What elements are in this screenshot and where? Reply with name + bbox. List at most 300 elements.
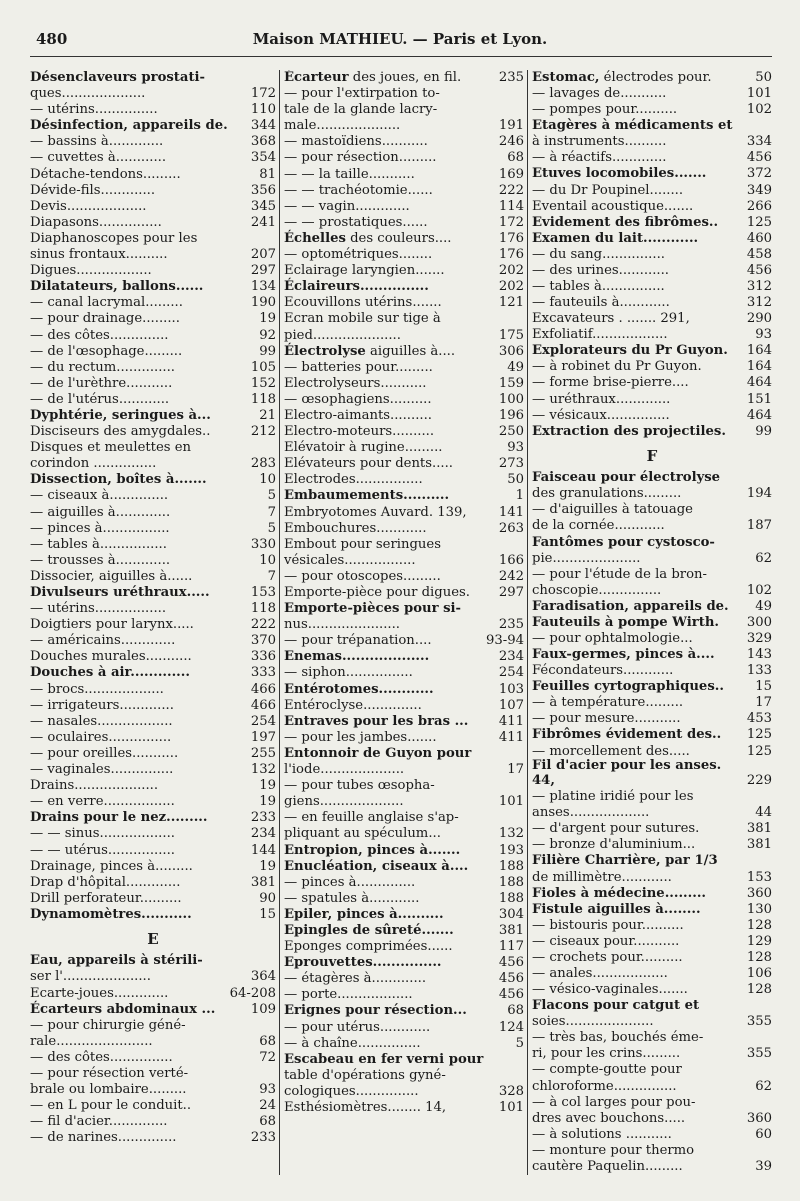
index-entry bbox=[532, 311, 772, 326]
entry-text: tale de la glande lacry- bbox=[284, 102, 438, 118]
index-entry bbox=[284, 408, 524, 423]
entry-page: 255 bbox=[250, 745, 276, 761]
entry-page: 132 bbox=[250, 762, 276, 778]
entry-page: 355 bbox=[746, 1014, 772, 1030]
index-entry bbox=[532, 279, 772, 294]
index-entry bbox=[30, 698, 276, 713]
index-entry bbox=[284, 665, 524, 680]
running-title: Maison MATHIEU. — Paris et Lyon. bbox=[252, 30, 548, 48]
entry-page: 68 bbox=[507, 1003, 524, 1019]
index-entry bbox=[30, 118, 276, 133]
index-entry bbox=[532, 392, 772, 407]
entry-page: 411 bbox=[498, 729, 524, 745]
index-entry bbox=[532, 408, 772, 423]
index-entry bbox=[284, 714, 524, 729]
index-entry bbox=[30, 440, 276, 455]
index-entry bbox=[30, 730, 276, 745]
index-entry bbox=[284, 102, 524, 117]
entry-page: 19 bbox=[259, 778, 276, 794]
entry-page: 456 bbox=[746, 262, 772, 278]
entry-text: Enucléation, ciseaux à.... bbox=[284, 858, 469, 874]
index-entry bbox=[284, 472, 524, 487]
entry-text: anses................... bbox=[532, 805, 650, 821]
entry-text: sinus frontaux.......... bbox=[30, 247, 168, 263]
entry-page: 266 bbox=[746, 198, 772, 214]
entry-text: — américains............. bbox=[30, 633, 176, 649]
entry-page: 132 bbox=[498, 826, 524, 842]
entry-text: Emporte-pièce pour digues. bbox=[284, 585, 470, 600]
entry-text: — pour résection......... bbox=[284, 150, 437, 166]
entry-text bbox=[284, 344, 496, 359]
index-entry bbox=[30, 585, 276, 600]
index-entry bbox=[284, 569, 524, 584]
entry-page: 250 bbox=[498, 424, 524, 440]
entry-text: — des côtes.............. bbox=[30, 327, 169, 343]
entry-text: — à col larges pour pou- bbox=[532, 1094, 696, 1110]
index-entry bbox=[30, 810, 276, 825]
index-entry bbox=[532, 424, 772, 439]
index-entry bbox=[284, 311, 524, 326]
entry-text: male.................... bbox=[284, 118, 401, 134]
entry-text: Evidement des fibrômes.. bbox=[532, 214, 719, 230]
index-entry bbox=[532, 295, 772, 310]
index-entry bbox=[284, 875, 524, 890]
index-entry bbox=[30, 167, 276, 182]
entry-text: rale....................... bbox=[30, 1033, 153, 1049]
entry-page: 263 bbox=[498, 520, 524, 536]
entry-text: Faisceau pour électrolyse bbox=[532, 470, 721, 486]
entry-text: Drap d'hôpital............. bbox=[30, 874, 181, 890]
index-entry bbox=[30, 134, 276, 149]
entry-text: Doigtiers pour larynx..... bbox=[30, 617, 194, 633]
index-entry bbox=[284, 1068, 524, 1083]
index-entry bbox=[532, 567, 772, 582]
entry-text: Eventail acoustique....... bbox=[532, 198, 694, 214]
index-entry bbox=[284, 150, 524, 165]
index-entry bbox=[532, 615, 772, 630]
entry-page: 328 bbox=[498, 1083, 524, 1099]
entry-text: Dynamomètres........... bbox=[30, 906, 192, 922]
entry-text: — porte.................. bbox=[284, 987, 413, 1003]
index-entry bbox=[532, 805, 772, 820]
index-entry bbox=[284, 617, 524, 632]
entry-page: 124 bbox=[498, 1019, 524, 1035]
index-entry bbox=[30, 537, 276, 552]
entry-page: 93-94 bbox=[485, 633, 524, 649]
entry-headword: Écarteur bbox=[284, 70, 349, 85]
entry-page: 345 bbox=[250, 198, 276, 214]
entry-page: 118 bbox=[250, 391, 276, 407]
entry-page: 172 bbox=[498, 214, 524, 230]
entry-page: 234 bbox=[498, 649, 524, 665]
index-entry bbox=[284, 907, 524, 922]
entry-page: 144 bbox=[250, 842, 276, 858]
index-entry bbox=[30, 150, 276, 165]
entry-page: 355 bbox=[746, 1046, 772, 1062]
entry-page: 356 bbox=[250, 182, 276, 198]
index-entry bbox=[30, 794, 276, 809]
entry-page: 273 bbox=[498, 456, 524, 472]
entry-page: 17 bbox=[755, 695, 772, 711]
index-entry bbox=[30, 183, 276, 198]
index-entry bbox=[284, 810, 524, 825]
entry-page: 456 bbox=[498, 971, 524, 987]
entry-page: 349 bbox=[746, 182, 772, 198]
entry-text: — de l'utérus............ bbox=[30, 391, 170, 407]
index-entry bbox=[30, 311, 276, 326]
index-entry bbox=[532, 1143, 772, 1158]
header-rule bbox=[30, 56, 772, 57]
entry-page: 312 bbox=[746, 295, 772, 311]
entry-text: pie..................... bbox=[532, 550, 641, 566]
entry-rest: électrodes pour. bbox=[599, 70, 712, 85]
entry-text: — aiguilles à............. bbox=[30, 504, 171, 520]
entry-page: 62 bbox=[755, 550, 772, 566]
entry-page: 456 bbox=[498, 955, 524, 971]
entry-text: — à chaîne............... bbox=[284, 1035, 421, 1051]
entry-text: Electro-moteurs.......... bbox=[284, 424, 435, 440]
index-entry bbox=[532, 902, 772, 917]
entry-page: 15 bbox=[259, 906, 276, 922]
index-entry bbox=[30, 456, 276, 471]
index-entry bbox=[532, 1127, 772, 1142]
entry-text: — des côtes............... bbox=[30, 1049, 173, 1065]
entry-text bbox=[532, 70, 747, 85]
entry-page: 121 bbox=[498, 295, 524, 311]
index-entry bbox=[284, 843, 524, 858]
entry-page: 90 bbox=[259, 890, 276, 906]
entry-text: Entraves pour les bras ... bbox=[284, 713, 469, 729]
index-entry bbox=[284, 488, 524, 503]
index-entry bbox=[284, 585, 524, 600]
entry-text: soies..................... bbox=[532, 1014, 654, 1030]
entry-text: Disques et meulettes en bbox=[30, 440, 192, 456]
index-entry bbox=[30, 231, 276, 246]
index-entry bbox=[284, 521, 524, 536]
index-entry bbox=[532, 470, 772, 485]
entry-page: 153 bbox=[250, 585, 276, 600]
index-entry bbox=[30, 488, 276, 503]
index-entry bbox=[284, 891, 524, 906]
entry-page: 114 bbox=[498, 198, 524, 214]
entry-text: — pour trépanation.... bbox=[284, 633, 432, 649]
entry-page: 152 bbox=[250, 375, 276, 391]
entry-page: 456 bbox=[746, 150, 772, 166]
entry-page: 129 bbox=[746, 933, 772, 949]
entry-text: Etuves locomobiles....... bbox=[532, 166, 707, 182]
index-entry bbox=[30, 969, 276, 984]
entry-text: — crochets pour.......... bbox=[532, 949, 683, 965]
index-entry bbox=[284, 440, 524, 455]
index-entry bbox=[284, 86, 524, 101]
index-entry bbox=[30, 1050, 276, 1065]
index-entry bbox=[30, 295, 276, 310]
entry-text: — — sinus.................. bbox=[30, 826, 175, 842]
index-entry bbox=[532, 998, 772, 1013]
entry-text: — du Dr Poupinel........ bbox=[532, 182, 684, 198]
index-entry bbox=[284, 1084, 524, 1099]
entry-text: Emporte-pièces pour si- bbox=[284, 601, 462, 617]
entry-text: ser l'..................... bbox=[30, 969, 151, 985]
entry-text: Douches murales........... bbox=[30, 649, 192, 665]
entry-text: — vésicaux............... bbox=[532, 407, 670, 423]
entry-text: — d'aiguilles à tatouage bbox=[532, 502, 693, 518]
entry-text: — pinces à................ bbox=[30, 520, 170, 536]
entry-text: — anales.................. bbox=[532, 965, 668, 981]
entry-page: 381 bbox=[746, 821, 772, 837]
entry-text bbox=[284, 70, 496, 85]
entry-text: Ecarte-joues............. bbox=[30, 985, 169, 1001]
index-column-1 bbox=[30, 70, 279, 1175]
entry-text: Drill perforateur.......... bbox=[30, 890, 182, 906]
entry-text: choscopie............... bbox=[532, 582, 662, 598]
entry-page: 188 bbox=[498, 890, 524, 906]
entry-text: Etagères à médicaments et bbox=[532, 118, 733, 134]
index-entry bbox=[532, 199, 772, 214]
entry-page: 329 bbox=[746, 630, 772, 646]
entry-text: Faradisation, appareils de. bbox=[532, 598, 729, 614]
entry-text: — — utérus................ bbox=[30, 842, 175, 858]
entry-text: — irrigateurs............. bbox=[30, 697, 174, 713]
entry-page: 99 bbox=[259, 343, 276, 359]
index-entry bbox=[30, 1114, 276, 1129]
entry-page: 134 bbox=[250, 279, 276, 295]
entry-page: 246 bbox=[498, 134, 524, 150]
entry-text: Écarteurs abdominaux ... bbox=[30, 1001, 216, 1017]
entry-text: Dévide-fils............. bbox=[30, 182, 156, 198]
entry-page: 159 bbox=[498, 375, 524, 391]
index-entry bbox=[532, 918, 772, 933]
index-entry bbox=[30, 826, 276, 841]
entry-page: 235 bbox=[498, 617, 524, 633]
entry-page: 103 bbox=[498, 681, 524, 697]
entry-page: 7 bbox=[267, 504, 276, 520]
index-entry bbox=[30, 843, 276, 858]
index-entry bbox=[284, 199, 524, 214]
entry-text: — vaginales............... bbox=[30, 762, 174, 778]
entry-text: — brocs................... bbox=[30, 681, 164, 697]
index-entry bbox=[532, 535, 772, 550]
index-entry bbox=[30, 907, 276, 922]
entry-rest: des joues, en fil. bbox=[348, 70, 462, 85]
entry-page: 334 bbox=[746, 134, 772, 150]
index-entry bbox=[30, 360, 276, 375]
index-entry bbox=[284, 1100, 524, 1115]
index-entry bbox=[30, 472, 276, 487]
entry-text: — à robinet du Pr Guyon. bbox=[532, 359, 702, 375]
entry-page: 106 bbox=[746, 965, 772, 981]
entry-text: — des urines............ bbox=[532, 262, 669, 278]
index-entry bbox=[30, 633, 276, 648]
entry-text: Ecran mobile sur tige à bbox=[284, 311, 441, 327]
index-entry bbox=[30, 247, 276, 262]
entry-text: giens.................... bbox=[284, 794, 404, 810]
entry-text: — étagères à............. bbox=[284, 971, 427, 987]
entry-page: 466 bbox=[250, 697, 276, 713]
index-entry bbox=[532, 1030, 772, 1045]
index-entry bbox=[284, 537, 524, 552]
entry-text: — pour les jambes....... bbox=[284, 729, 437, 745]
entry-page: 290 bbox=[746, 311, 772, 327]
entry-page: 92 bbox=[259, 327, 276, 343]
index-entry bbox=[532, 853, 772, 868]
entry-text: — utérins............... bbox=[30, 102, 158, 118]
index-entry bbox=[30, 1130, 276, 1145]
index-entry bbox=[284, 183, 524, 198]
index-entry bbox=[30, 1018, 276, 1033]
index-entry bbox=[284, 456, 524, 471]
entry-page: 190 bbox=[250, 295, 276, 311]
entry-page: 460 bbox=[746, 230, 772, 246]
entry-text: — pour résection verté- bbox=[30, 1066, 189, 1082]
index-entry bbox=[532, 679, 772, 694]
index-entry bbox=[284, 923, 524, 938]
index-entry bbox=[284, 633, 524, 648]
index-entry bbox=[284, 746, 524, 761]
index-entry bbox=[532, 150, 772, 165]
entry-text: Flacons pour catgut et bbox=[532, 998, 700, 1014]
entry-text: — pour mesure........... bbox=[532, 711, 681, 727]
entry-text: — de narines.............. bbox=[30, 1130, 177, 1146]
index-entry bbox=[30, 408, 276, 423]
entry-text: Fioles à médecine......... bbox=[532, 885, 707, 901]
index-entry bbox=[30, 601, 276, 616]
index-entry bbox=[30, 505, 276, 520]
entry-page: 456 bbox=[498, 987, 524, 1003]
entry-text: — oculaires............... bbox=[30, 729, 172, 745]
index-entry bbox=[532, 327, 772, 342]
entry-text: Esthésiomètres........ 14, bbox=[284, 1100, 447, 1115]
entry-text: Divulseurs uréthraux..... bbox=[30, 585, 210, 600]
index-column-3 bbox=[527, 70, 772, 1175]
index-entry bbox=[30, 762, 276, 777]
index-entry bbox=[532, 231, 772, 246]
index-entry bbox=[30, 521, 276, 536]
entry-page: 312 bbox=[746, 279, 772, 294]
entry-page: 197 bbox=[250, 729, 276, 745]
entry-text: Entropion, pinces à....... bbox=[284, 842, 461, 858]
entry-text: Epingles de sûreté....... bbox=[284, 922, 454, 938]
index-entry bbox=[284, 215, 524, 230]
index-entry bbox=[284, 762, 524, 777]
index-entry bbox=[532, 166, 772, 181]
index-entry bbox=[284, 1052, 524, 1067]
entry-text: Disciseurs des amygdales.. bbox=[30, 424, 211, 440]
entry-text: — — la taille........... bbox=[284, 166, 415, 182]
index-entry bbox=[30, 714, 276, 729]
index-entry bbox=[284, 263, 524, 278]
entry-text: — ciseaux à.............. bbox=[30, 488, 169, 504]
index-entry bbox=[532, 966, 772, 981]
entry-page: 242 bbox=[498, 568, 524, 584]
entry-text: — nasales.................. bbox=[30, 713, 173, 729]
entry-text: Embout pour seringues bbox=[284, 536, 441, 552]
entry-text: brale ou lombaire......... bbox=[30, 1082, 187, 1098]
entry-page: 187 bbox=[746, 518, 772, 534]
entry-text: — trousses à............. bbox=[30, 552, 171, 568]
entry-page: 453 bbox=[746, 711, 772, 727]
entry-page: 235 bbox=[498, 70, 524, 85]
entry-text: Eclairage laryngien....... bbox=[284, 263, 445, 279]
entry-text: de la cornée............ bbox=[532, 518, 665, 534]
entry-text: Explorateurs du Pr Guyon. bbox=[532, 343, 728, 359]
index-entry bbox=[284, 971, 524, 986]
entry-text: Éclaireurs............... bbox=[284, 279, 429, 295]
entry-text: — — trachéotomie...... bbox=[284, 182, 433, 198]
entry-page: 411 bbox=[498, 713, 524, 729]
entry-page: 109 bbox=[250, 1001, 276, 1017]
index-entry bbox=[284, 70, 524, 85]
entry-page: 10 bbox=[259, 552, 276, 568]
entry-page: 60 bbox=[755, 1126, 772, 1142]
entry-text: Fécondateurs............ bbox=[532, 663, 674, 679]
index-entry bbox=[532, 215, 772, 230]
entry-page: 15 bbox=[755, 679, 772, 695]
index-entry bbox=[284, 730, 524, 745]
index-entry bbox=[30, 328, 276, 343]
index-entry bbox=[532, 486, 772, 501]
index-entry bbox=[284, 247, 524, 262]
entry-text: — du rectum.............. bbox=[30, 359, 175, 375]
entry-page: 117 bbox=[498, 939, 524, 955]
entry-text: — fauteuils à............ bbox=[532, 295, 670, 311]
index-entry bbox=[284, 939, 524, 954]
index-entry bbox=[30, 1002, 276, 1017]
entry-page: 19 bbox=[259, 794, 276, 810]
index-entry bbox=[532, 647, 772, 662]
entry-text: — pour oreilles........... bbox=[30, 745, 179, 761]
entry-text: — uréthraux............. bbox=[532, 391, 671, 407]
entry-text: — du sang............... bbox=[532, 246, 665, 262]
index-entry bbox=[30, 392, 276, 407]
index-entry bbox=[532, 870, 772, 885]
index-entry bbox=[30, 1082, 276, 1097]
entry-text: vésicales................. bbox=[284, 552, 416, 568]
index-entry bbox=[532, 551, 772, 566]
index-entry bbox=[284, 1020, 524, 1035]
entry-text: à instruments.......... bbox=[532, 134, 667, 150]
entry-text: Eprouvettes............... bbox=[284, 955, 442, 971]
entry-text: — en verre................. bbox=[30, 794, 175, 810]
entry-text: — spatules à............ bbox=[284, 890, 420, 906]
entry-text: — optométriques........ bbox=[284, 247, 433, 263]
entry-text: Eau, appareils à stérili- bbox=[30, 953, 203, 969]
entry-page: 188 bbox=[498, 874, 524, 890]
entry-text: — siphon................ bbox=[284, 665, 413, 681]
index-entry bbox=[30, 953, 276, 968]
entry-text: — mastoïdiens........... bbox=[284, 134, 428, 150]
entry-text: — utérins................. bbox=[30, 601, 167, 617]
entry-page: 297 bbox=[498, 585, 524, 600]
entry-page: 176 bbox=[498, 230, 524, 246]
entry-text: — en L pour le conduit.. bbox=[30, 1098, 192, 1114]
entry-page: 304 bbox=[498, 906, 524, 922]
entry-page: 105 bbox=[250, 359, 276, 375]
index-entry bbox=[284, 1003, 524, 1018]
index-entry bbox=[284, 295, 524, 310]
entry-page: 5 bbox=[267, 488, 276, 504]
entry-text: Embouchures............ bbox=[284, 520, 427, 536]
entry-page: 372 bbox=[746, 166, 772, 182]
index-column-2 bbox=[279, 70, 527, 1175]
entry-page: 234 bbox=[250, 826, 276, 842]
entry-page: 172 bbox=[250, 86, 276, 102]
index-entry bbox=[532, 1014, 772, 1029]
index-entry bbox=[532, 134, 772, 149]
index-entry bbox=[30, 746, 276, 761]
index-entry bbox=[284, 859, 524, 874]
entry-page: 110 bbox=[250, 102, 276, 118]
